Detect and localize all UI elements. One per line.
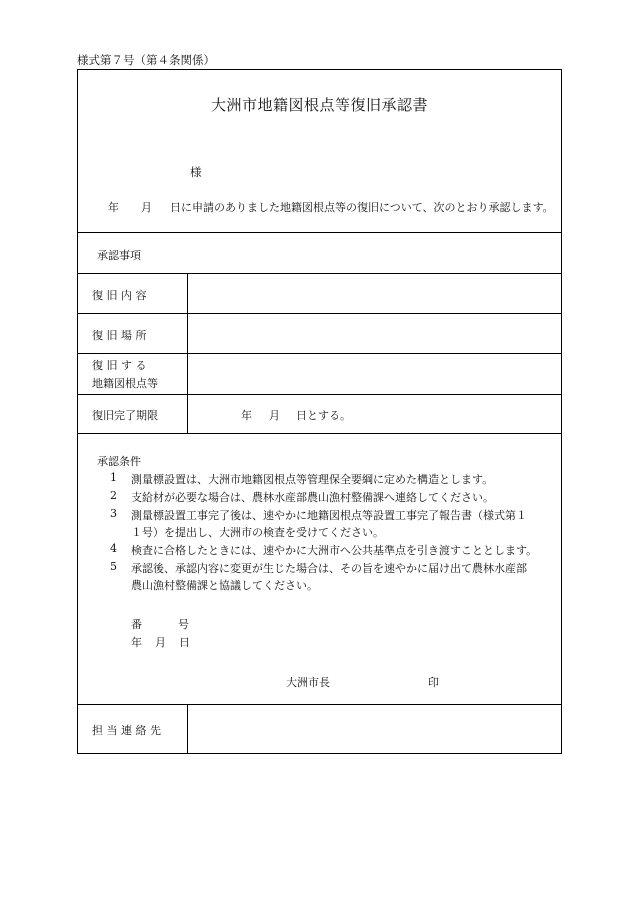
contact-label: 担 当 連 絡 先 (92, 724, 161, 737)
contact-row (78, 705, 561, 753)
number-label-go: 号 (178, 618, 189, 631)
intro-year: 年 (108, 201, 119, 214)
form-number: 様式第７号（第４条関係） (77, 53, 215, 67)
condition-text-continued: 農山漁村整備課と協議してください。 (131, 579, 318, 592)
intro-month: 月 (141, 201, 152, 214)
conditions-heading: 承認条件 (97, 455, 141, 468)
approval-items-heading: 承認事項 (97, 249, 141, 262)
row-label: 復 旧 内 容 (78, 274, 188, 313)
number-label-ban: 番 (131, 618, 142, 631)
condition-number: 3 (110, 507, 117, 520)
condition-text: 測量標設置工事完了後は、速やかに地籍図根点等設置工事完了報告書（様式第１ (131, 509, 527, 522)
condition-text: 検査に合格したときには、速やかに大洲市へ公共基準点を引き渡すこととします。 (131, 544, 538, 557)
date-year: 年 (131, 636, 142, 649)
approval-items-heading-row (78, 233, 561, 274)
condition-text-continued: １号）を提出し、大洲市の検査を受けてください。 (131, 526, 384, 539)
row-label: 復旧完了期限 (78, 395, 188, 433)
deadline-suffix: 日とする。 (296, 409, 351, 422)
deadline-year: 年 (241, 409, 252, 422)
approval-statement (108, 199, 554, 215)
completion-deadline-field[interactable] (189, 395, 561, 433)
row-label: 復 旧 す る 地籍図根点等 (78, 354, 188, 394)
row-label: 復 旧 場 所 (78, 314, 188, 353)
date-day: 日 (179, 636, 190, 649)
approval-conditions-section (78, 434, 561, 705)
intro-text: 日に申請のありました地籍図根点等の復旧について、次のとおり承認します。 (170, 201, 554, 214)
restoration-points-field[interactable] (189, 354, 561, 394)
date-month: 月 (155, 636, 166, 649)
condition-number: 2 (110, 489, 117, 502)
restoration-location-field[interactable] (189, 314, 561, 353)
row-label (78, 705, 188, 753)
form-title: 大洲市地籍図根点等復旧承認書 (210, 96, 428, 114)
condition-number: 5 (110, 560, 117, 573)
deadline-month: 月 (269, 409, 280, 422)
row-restoration-points (78, 354, 561, 395)
condition-text: 測量標設置は、大洲市地籍図根点等管理保全要綱に定めた構造とします。 (131, 473, 494, 486)
row-completion-deadline (78, 395, 561, 434)
condition-text: 支給材が必要な場合は、農林水産部農山漁村整備課へ連絡してください。 (131, 491, 494, 504)
approval-form (77, 69, 562, 754)
addressee-suffix: 様 (190, 165, 202, 179)
condition-number: 1 (110, 471, 117, 484)
restoration-content-field[interactable] (189, 274, 561, 313)
seal-mark: 印 (428, 676, 439, 689)
condition-text: 承認後、承認内容に変更が生じた場合は、その旨を速やかに届け出て農林水産部 (131, 562, 527, 575)
condition-number: 4 (110, 542, 117, 555)
mayor-title: 大洲市長 (286, 676, 330, 689)
row-restoration-content (78, 274, 561, 314)
row-restoration-location (78, 314, 561, 354)
form-header-section (78, 70, 561, 233)
